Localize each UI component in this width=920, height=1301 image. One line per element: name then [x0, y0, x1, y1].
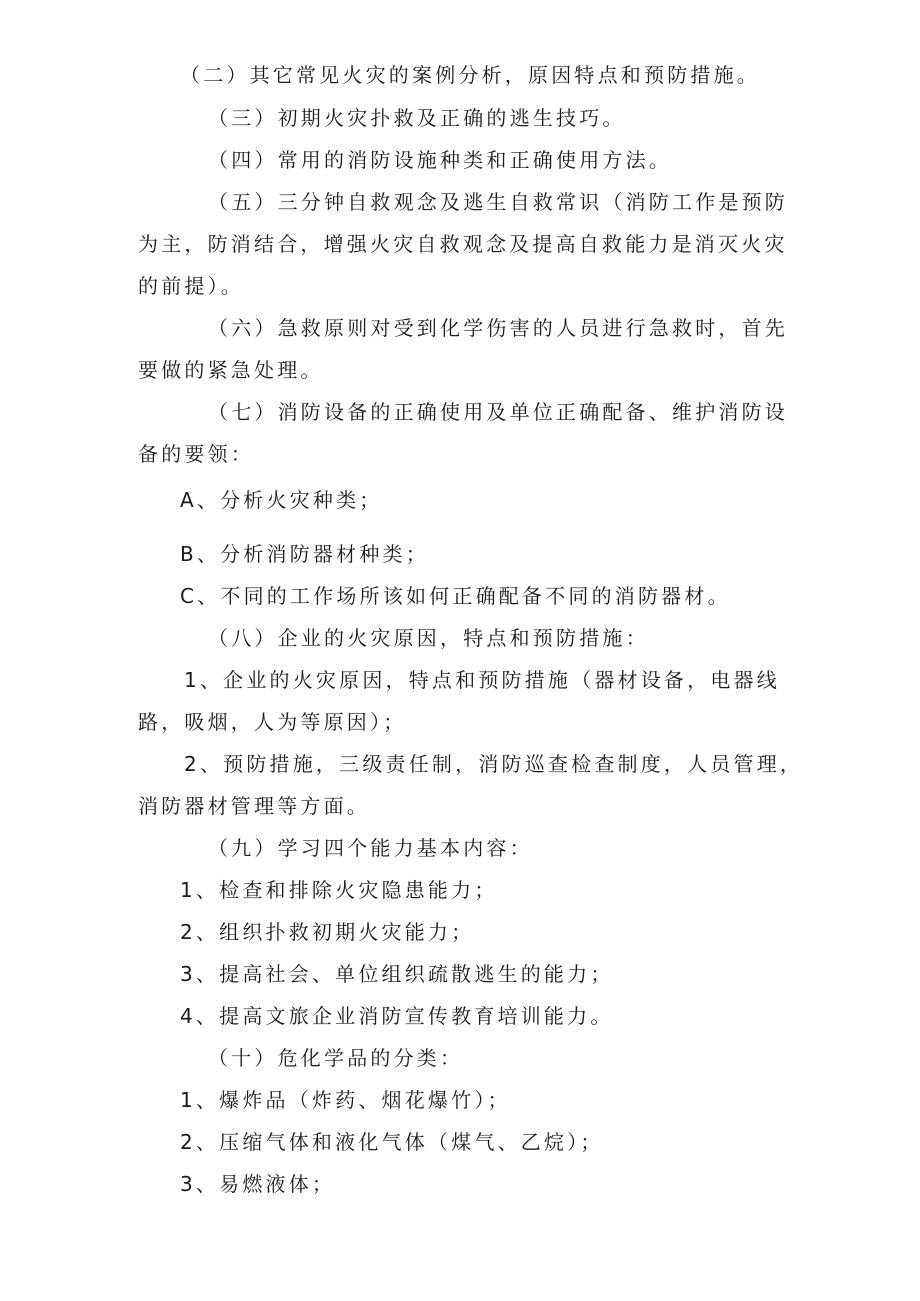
paragraph-line: 备的要领： — [138, 442, 254, 466]
list-item: 1、企业的火灾原因，特点和预防措施（器材设备，电器线 — [184, 668, 780, 692]
paragraph-line: 的前提）。 — [138, 274, 244, 298]
list-item: 3、提高社会、单位组织疏散逃生的能力； — [180, 962, 614, 986]
paragraph-line: （七）消防设备的正确使用及单位正确配备、维护消防设 — [208, 400, 788, 424]
list-item-continuation: 路，吸烟，人为等原因）； — [138, 710, 407, 734]
list-item: 3、易燃液体； — [180, 1172, 336, 1196]
paragraph-line: 要做的紧急处理。 — [138, 358, 324, 382]
list-item: B、分析消防器材种类； — [180, 542, 429, 566]
list-item: 1、爆炸品（炸药、烟花爆竹）； — [180, 1088, 511, 1112]
list-item: 2、预防措施，三级责任制，消防巡查检查制度，人员管理， — [184, 752, 804, 776]
list-item: 2、组织扑救初期火灾能力； — [180, 920, 475, 944]
paragraph-line: （六）急救原则对受到化学伤害的人员进行急救时，首先 — [208, 316, 788, 340]
paragraph-line: （五）三分钟自救观念及逃生自救常识（消防工作是预防 — [208, 190, 788, 214]
section-heading: （十）危化学品的分类： — [208, 1046, 464, 1070]
list-item: A、分析火灾种类； — [180, 488, 383, 512]
list-item: 2、压缩气体和液化气体（煤气、乙烷）； — [180, 1130, 604, 1154]
paragraph-line: 为主，防消结合，增强火灾自救观念及提高自救能力是消灭火灾 — [138, 232, 788, 256]
paragraph-line: （二）其它常见火灾的案例分析，原因特点和预防措施。 — [180, 63, 760, 87]
section-heading: （九）学习四个能力基本内容： — [208, 836, 533, 860]
list-item: 1、检查和排除火灾隐患能力； — [180, 878, 498, 902]
list-item: 4、提高文旅企业消防宣传教育培训能力。 — [180, 1004, 614, 1028]
list-item: C、不同的工作场所该如何正确配备不同的消防器材。 — [180, 584, 731, 608]
paragraph-line: （四）常用的消防设施种类和正确使用方法。 — [208, 148, 672, 172]
section-heading: （八）企业的火灾原因，特点和预防措施： — [208, 626, 649, 650]
list-item-continuation: 消防器材管理等方面。 — [138, 794, 370, 818]
paragraph-line: （三）初期火灾扑救及正确的逃生技巧。 — [208, 106, 626, 130]
